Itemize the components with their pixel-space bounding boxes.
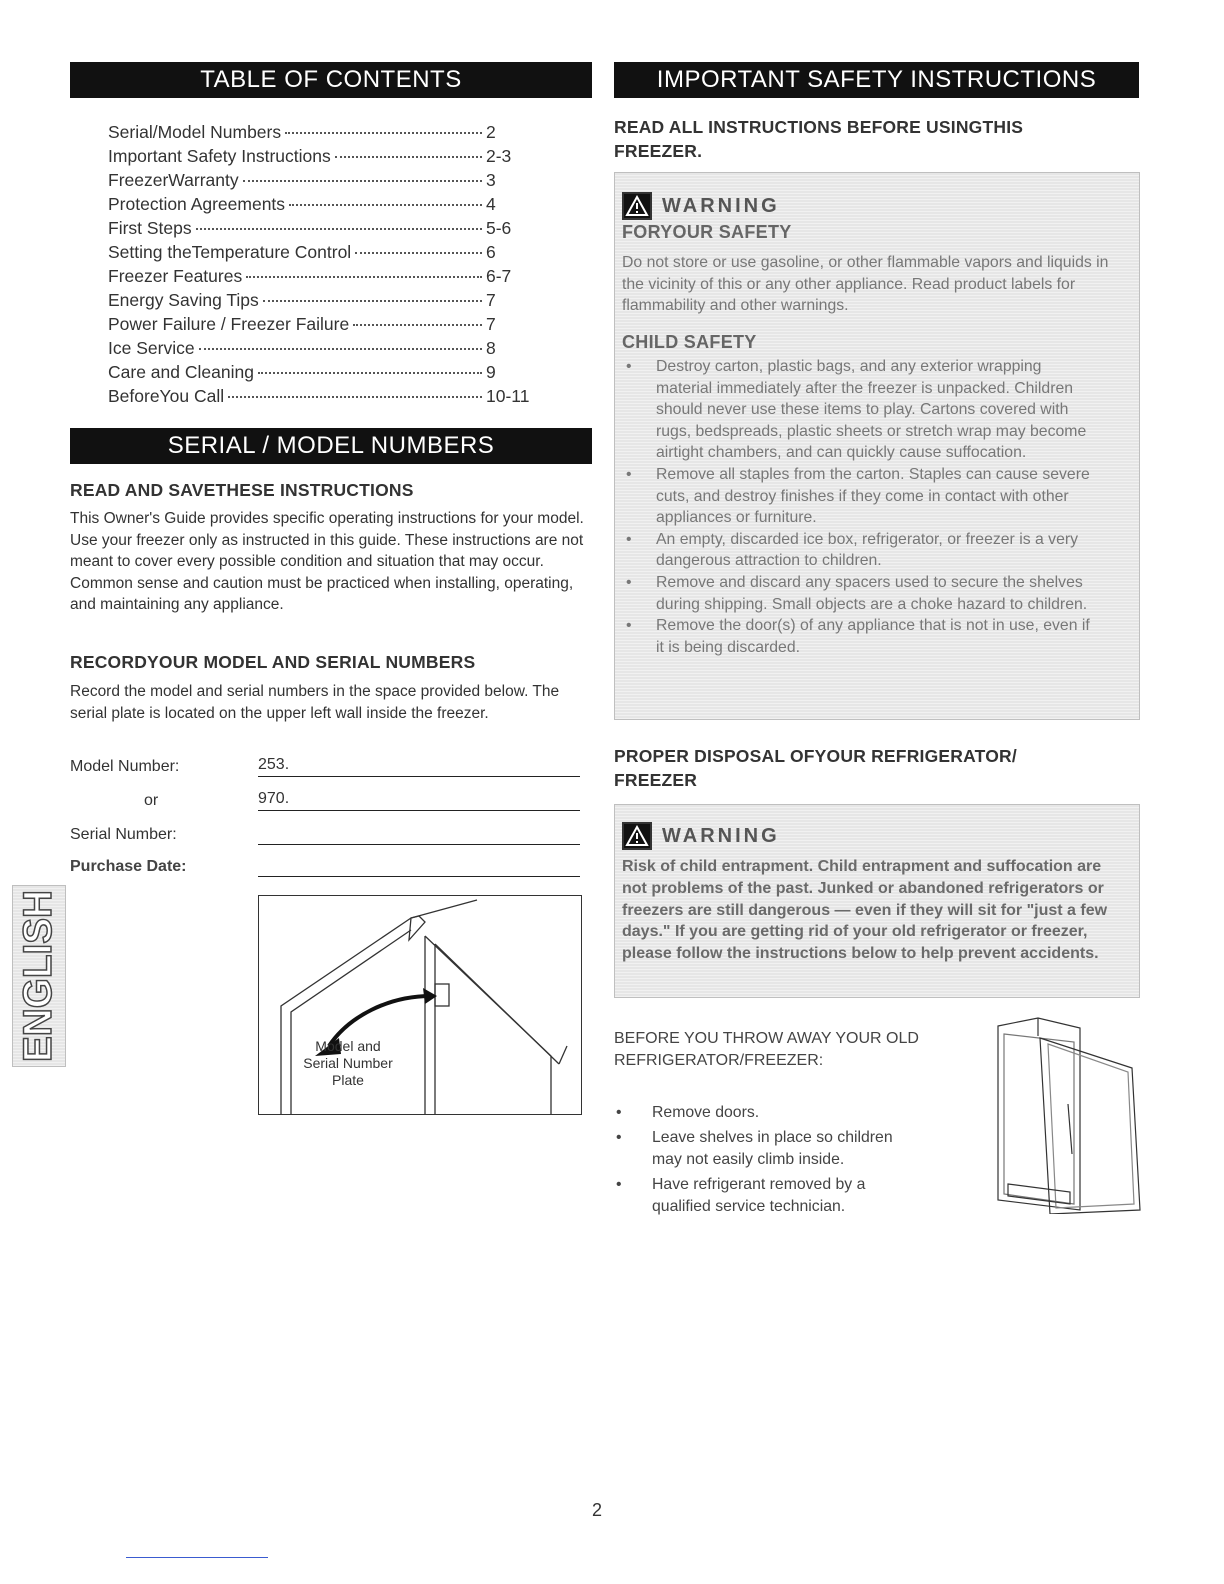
child-safety-list <box>618 356 1100 658</box>
disposal-heading: PROPER DISPOSAL OFYOUR REFRIGERATOR/ FREEZER <box>614 746 1017 790</box>
toc-entry-page: 6-7 <box>486 266 512 286</box>
record-heading: RECORDYOUR MODEL AND SERIAL NUMBERS <box>70 652 476 672</box>
list-item: • Have refrigerant removed by a qualified service technician. <box>614 1174 882 1218</box>
child-safety-heading: CHILD SAFETY <box>622 332 757 352</box>
toc-entry-page: 7 <box>486 314 496 334</box>
toc-entry-title: Power Failure / Freezer Failure <box>108 314 350 334</box>
model-number-value[interactable]: 253. <box>258 756 290 773</box>
warning-label-2: WARNING <box>662 824 780 847</box>
before-throw-heading: BEFORE YOU THROW AWAY YOUR OLD REFRIGERATOR/FREEZER: <box>614 1030 919 1069</box>
toc-entry-page: 2-3 <box>486 146 512 166</box>
toc-entry-title: Protection Agreements <box>108 194 286 214</box>
toc-entry-page: 9 <box>486 362 496 382</box>
toc-entry-title: First Steps <box>108 218 192 238</box>
record-text: Record the model and serial numbers in the space provided below. The serial plate is located on the upper left wall inside the freezer. <box>70 683 560 722</box>
freezer-door-removed-drawing <box>994 1014 1144 1214</box>
toc-entry[interactable] <box>108 144 532 168</box>
list-item: • Remove doors. <box>614 1102 934 1124</box>
toc-entry[interactable] <box>108 168 532 192</box>
warning-header-2 <box>622 822 780 850</box>
toc-entry-page: 5-6 <box>486 218 512 238</box>
read-all-heading: READ ALL INSTRUCTIONS BEFORE USINGTHIS FREEZER. <box>614 117 1024 161</box>
entrapment-warning-text: Risk of child entrapment. Child entrapment and suffocation are not problems of the past. Junked or abandoned refrigerators or freezers are still dangerous — even if they will sit for "just a few days." If you are getting rid of your old refrigerator or freezer, please follow the instructions below to help prevent accidents. <box>622 858 1108 963</box>
list-item: • Destroy carton, plastic bags, and any exterior wrapping material immediately after the freezer is unpacked. Children should never use these items to play. Cartons covered with rugs, bedspreads, plastic sheets or stretch wrap may become airtight chambers, and can quickly cause suffocation. <box>618 356 1100 464</box>
warning-header <box>622 192 780 220</box>
toc-entry[interactable] <box>108 384 532 408</box>
disposal-list <box>614 1102 934 1219</box>
safety-banner: IMPORTANT SAFETY INSTRUCTIONS <box>614 62 1139 98</box>
toc-entry[interactable] <box>108 192 532 216</box>
language-tab-label: ENGLISH <box>16 886 60 1062</box>
toc-entry-title: FreezerWarranty <box>108 170 239 190</box>
toc-entry-title: Care and Cleaning <box>108 362 254 382</box>
toc-entry[interactable] <box>108 360 532 384</box>
alt-model-number-value[interactable]: 970. <box>258 790 290 807</box>
toc-entry-page: 4 <box>486 194 496 214</box>
toc-entry[interactable] <box>108 264 532 288</box>
or-row <box>70 792 580 816</box>
purchase-date-row <box>70 858 580 882</box>
purchase-date-label: Purchase Date: <box>70 858 187 875</box>
toc-entry-title: Setting theTemperature Control <box>108 242 352 262</box>
toc-entry-title: Freezer Features <box>108 266 243 286</box>
list-item: • Remove and discard any spacers used to secure the shelves during shipping. Small objects are a choke hazard to children. <box>618 572 1100 615</box>
or-label: or <box>144 792 159 809</box>
toc-entry[interactable] <box>108 312 532 336</box>
toc-entry[interactable] <box>108 216 532 240</box>
warning-label: WARNING <box>662 194 780 217</box>
list-item: • Remove all staples from the carton. Staples can cause severe cuts, and destroy finishes if they come in contact with other appliances or furniture. <box>618 464 1100 529</box>
list-item: • An empty, discarded ice box, refrigerator, or freezer is a very dangerous attraction to children. <box>618 529 1100 572</box>
toc-entry-page: 10-11 <box>486 386 530 406</box>
toc-entry-page: 6 <box>486 242 496 262</box>
toc-entry-title: Serial/Model Numbers <box>108 122 282 142</box>
model-number-label: Model Number: <box>70 758 180 775</box>
footer-rule <box>126 1557 268 1558</box>
read-save-text: This Owner's Guide provides specific operating instructions for your model. Use your freezer only as instructed in this guide. These instructions are not meant to cover every possible condition and situation that may occur. Common sense and caution must be practiced when installing, operating, and maintaining any appliance. <box>70 510 584 614</box>
toc-entry[interactable] <box>108 336 532 360</box>
page-number: 2 <box>591 1500 602 1520</box>
language-tab <box>12 885 66 1067</box>
toc-list <box>108 120 532 408</box>
for-your-safety-heading: FORYOUR SAFETY <box>622 222 792 242</box>
serial-plate-caption: Model and Serial Number Plate <box>303 1038 393 1088</box>
toc-entry-page: 7 <box>486 290 496 310</box>
warning-triangle-icon <box>622 822 652 850</box>
serial-banner: SERIAL / MODEL NUMBERS <box>70 428 592 464</box>
toc-entry-title: Energy Saving Tips <box>108 290 259 310</box>
toc-entry-page: 2 <box>486 122 496 142</box>
list-item: • Leave shelves in place so children may not easily climb inside. <box>614 1127 912 1171</box>
toc-entry-page: 8 <box>486 338 496 358</box>
toc-entry[interactable] <box>108 240 532 264</box>
list-item: • Remove the door(s) of any appliance that is not in use, even if it is being discarded. <box>618 615 1100 658</box>
read-save-heading: READ AND SAVETHESE INSTRUCTIONS <box>70 480 414 500</box>
toc-entry[interactable] <box>108 288 532 312</box>
toc-entry-title: Ice Service <box>108 338 195 358</box>
model-number-row <box>70 758 580 782</box>
toc-banner: TABLE OF CONTENTS <box>70 62 592 98</box>
serial-number-row <box>70 826 580 850</box>
toc-entry-title: BeforeYou Call <box>108 386 225 406</box>
for-your-safety-text: Do not store or use gasoline, or other flammable vapors and liquids in the vicinity of this or any other appliance. Read product labels for flammability and other warnings. <box>622 254 1109 315</box>
toc-entry-page: 3 <box>486 170 496 190</box>
toc-entry-title: Important Safety Instructions <box>108 146 331 166</box>
toc-entry[interactable] <box>108 120 532 144</box>
serial-number-label: Serial Number: <box>70 826 177 843</box>
warning-triangle-icon <box>622 192 652 220</box>
